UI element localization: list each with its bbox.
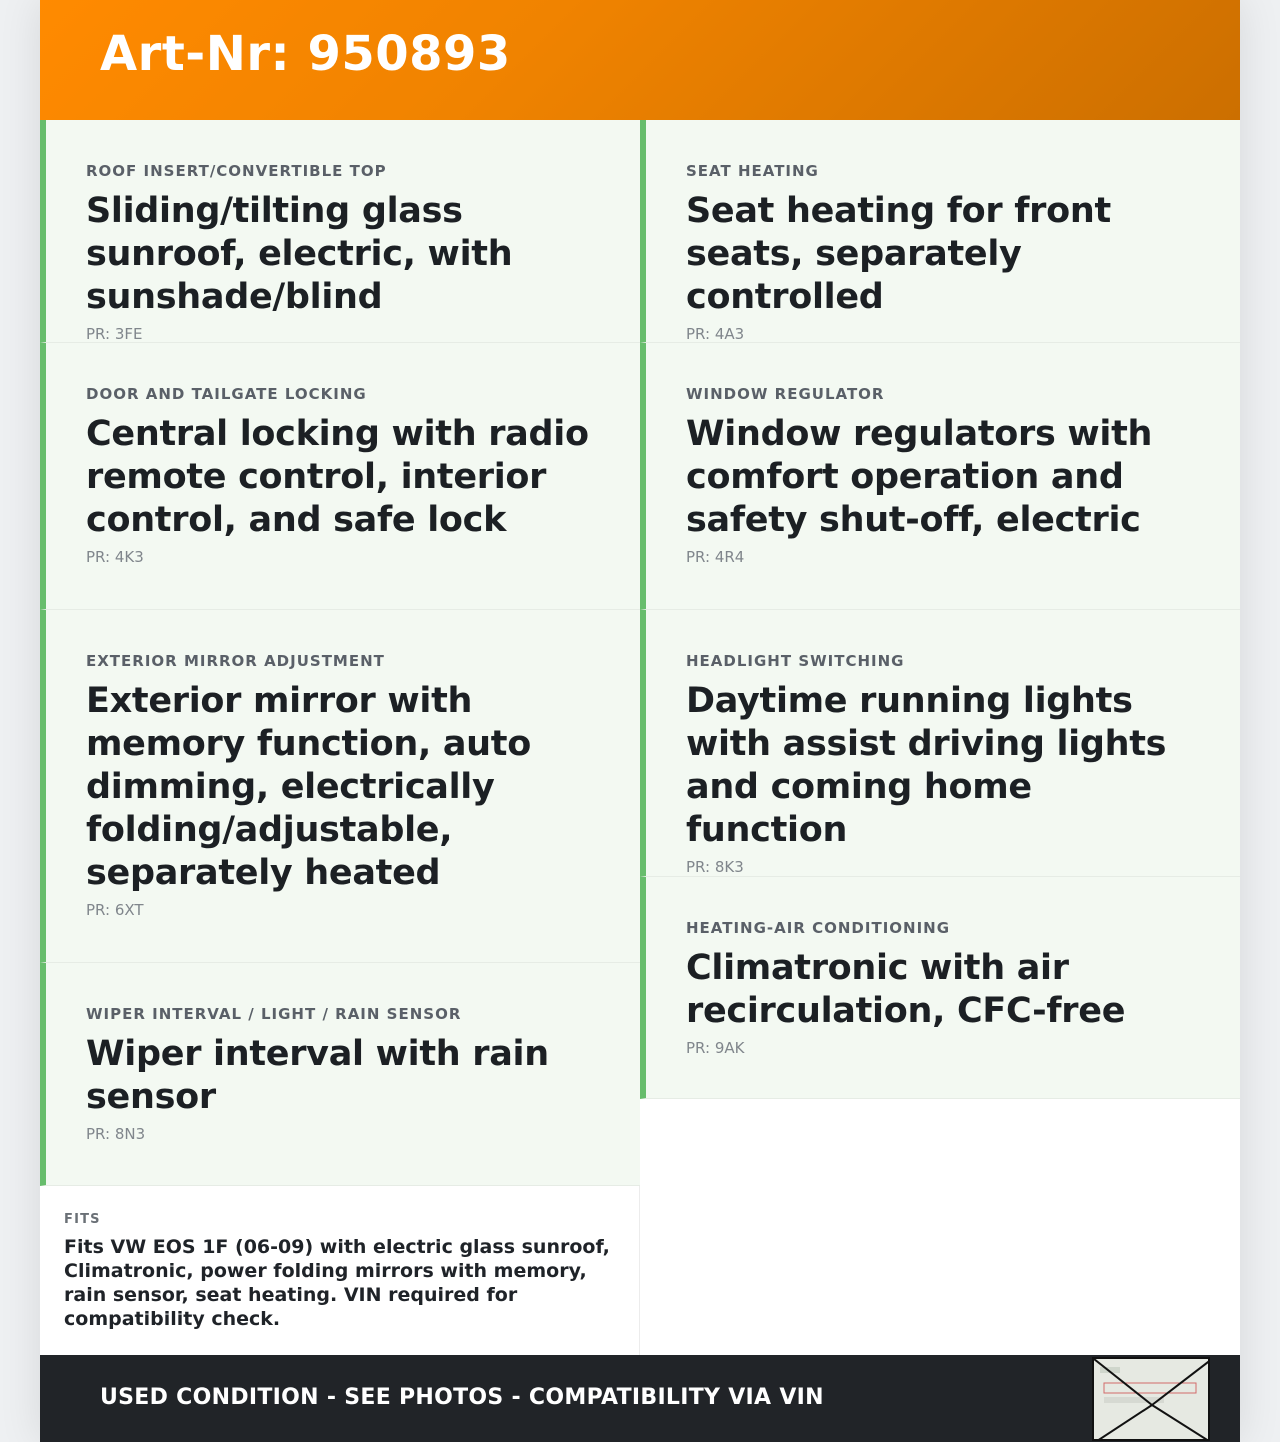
feature-card: [40, 963, 640, 1186]
article-number-title: Art-Nr: 950893: [100, 26, 511, 82]
feature-pr-code: PR: 6XT: [86, 901, 144, 919]
feature-category: HEATING-AIR CONDITIONING: [686, 919, 951, 937]
feature-card: [640, 610, 1240, 877]
feature-pr-code: PR: 4K3: [86, 548, 144, 566]
feature-card: [640, 120, 1240, 343]
feature-title: Climatronic with air recirculation, CFC-free: [686, 948, 1126, 1031]
label-photo-thumbnail[interactable]: [1092, 1357, 1210, 1441]
feature-card: [40, 120, 640, 343]
feature-pr-code: PR: 9AK: [686, 1039, 745, 1057]
feature-card: [640, 343, 1240, 610]
feature-title: Seat heating for front seats, separately controlled: [686, 191, 1111, 317]
feature-title: Wiper interval with rain sensor: [86, 1034, 549, 1117]
feature-title: Exterior mirror with memory function, auto dimming, electrically folding/adjustable, separately heated: [86, 681, 531, 893]
fits-description: Fits VW EOS 1F (06-09) with electric glass sunroof, Climatronic, power folding mirrors with memory, rain sensor, seat heating. VIN required for compatibility check.: [64, 1236, 610, 1330]
feature-pr-code: PR: 8K3: [686, 858, 744, 876]
feature-category: SEAT HEATING: [686, 162, 819, 180]
parts-sheet: [40, 0, 1240, 1442]
fits-label: FITS: [64, 1212, 101, 1227]
feature-category: EXTERIOR MIRROR ADJUSTMENT: [86, 652, 385, 670]
feature-pr-code: PR: 8N3: [86, 1125, 146, 1143]
feature-card: [40, 343, 640, 610]
feature-category: HEADLIGHT SWITCHING: [686, 652, 905, 670]
envelope-icon: [1094, 1359, 1210, 1441]
feature-card: [40, 610, 640, 963]
feature-pr-code: PR: 3FE: [86, 325, 143, 343]
feature-pr-code: PR: 4R4: [686, 548, 745, 566]
feature-title: Sliding/tilting glass sunroof, electric, with sunshade/blind: [86, 191, 513, 317]
feature-title: Window regulators with comfort operation and safety shut-off, electric: [686, 414, 1153, 540]
feature-pr-code: PR: 4A3: [686, 325, 745, 343]
feature-title: Daytime running lights with assist driving lights and coming home function: [686, 681, 1167, 850]
fits-section: [40, 1186, 640, 1355]
feature-category: WINDOW REGULATOR: [686, 385, 885, 403]
feature-category: WIPER INTERVAL / LIGHT / RAIN SENSOR: [86, 1005, 462, 1023]
feature-title: Central locking with radio remote control, interior control, and safe lock: [86, 414, 589, 540]
header-banner: [40, 0, 1240, 120]
condition-note: USED CONDITION - SEE PHOTOS - COMPATIBILITY VIA VIN: [100, 1385, 824, 1410]
feature-category: DOOR AND TAILGATE LOCKING: [86, 385, 367, 403]
feature-card: [640, 877, 1240, 1099]
footer-bar: [40, 1355, 1240, 1442]
feature-category: ROOF INSERT/CONVERTIBLE TOP: [86, 162, 387, 180]
